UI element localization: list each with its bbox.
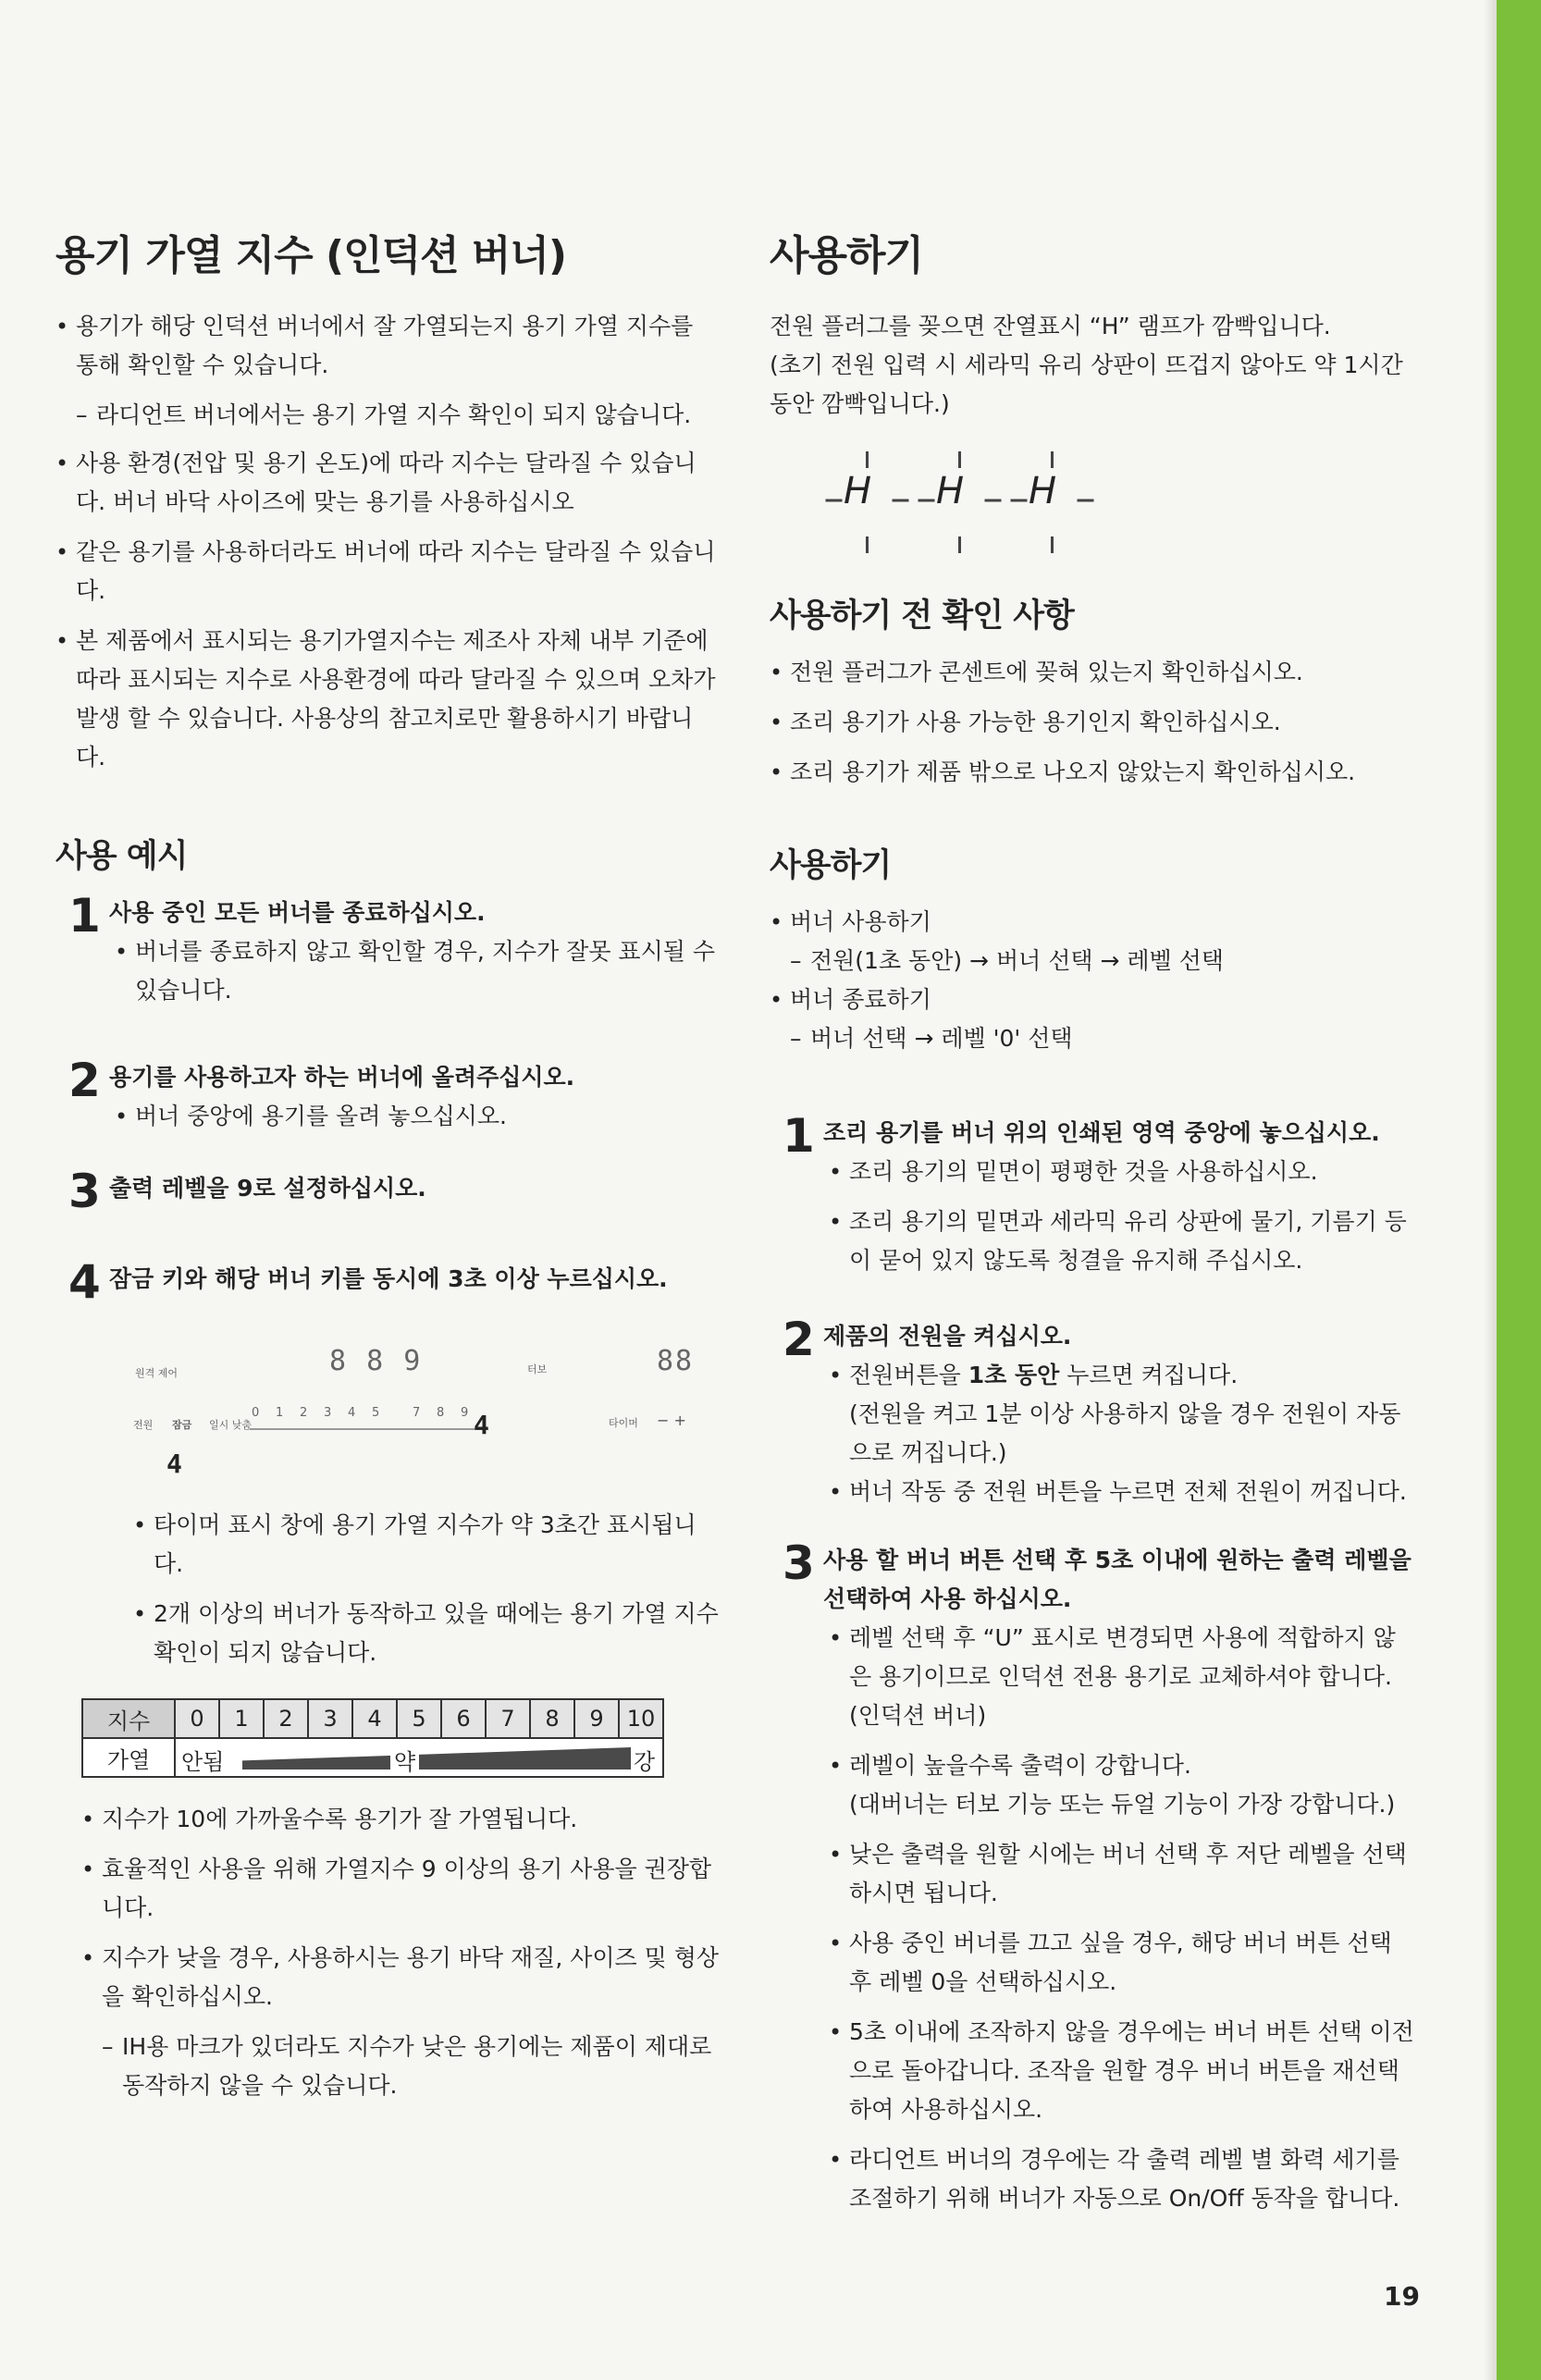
bullet: • 용기가 해당 인덕션 버너에서 잘 가열되는지 용기 가열 지수를 통해 확인할 수 있습니다. xyxy=(55,307,721,385)
step-number: 1 xyxy=(783,1109,815,1163)
page-number: 19 xyxy=(1384,2281,1420,2312)
level-scale xyxy=(250,1402,488,1430)
example-step-2 xyxy=(55,1054,721,1136)
step-bullet: • 라디언트 버너의 경우에는 각 출력 레벨 별 화력 세기를 조절하기 위해 버너가 자동으로 On/Off 동작을 합니다. xyxy=(829,2140,1417,2218)
panel-label-turbo: 터보 xyxy=(527,1363,548,1375)
step-number: 3 xyxy=(783,1536,815,1590)
scale-tick: 9 xyxy=(461,1406,469,1420)
bullet: • 본 제품에서 표시되는 용기가열지수는 제조사 자체 내부 기준에 따라 표시되는 지수로 사용환경에 따라 달라질 수 있으며 오차가 발생 할 수 있습니다. 사용상의 참고치로만 활용하시기 바랍니다. xyxy=(55,622,721,777)
text-emphasis: 1초 동안 xyxy=(968,1362,1060,1388)
index-cell: 7 xyxy=(486,1699,530,1738)
flow-text: – 버너 선택 → 레벨 '0' 선택 xyxy=(770,1019,1417,1058)
example-step-3 xyxy=(55,1165,721,1218)
usage-step-2 xyxy=(770,1313,1417,1511)
heating-strength-bar xyxy=(176,1740,662,1775)
hand-press-icon: 4 xyxy=(166,1449,182,1479)
step-number: 3 xyxy=(68,1165,101,1218)
page-edge-green xyxy=(1497,0,1541,2380)
step-title: 출력 레벨을 9로 설정하십시오. xyxy=(109,1175,426,1202)
index-cell: 10 xyxy=(619,1699,663,1738)
step-bullet: • 버너를 종료하지 않고 확인할 경우, 지수가 잘못 표시될 수 있습니다. xyxy=(115,932,721,1010)
index-cell: 5 xyxy=(397,1699,441,1738)
bullet: • 버너 사용하기 xyxy=(770,903,1417,942)
panel-label-power: 전원 xyxy=(133,1419,154,1431)
index-cell: 9 xyxy=(574,1699,619,1738)
subsection-title-example: 사용 예시 xyxy=(55,838,188,875)
heating-weak-label: 약 xyxy=(390,1744,419,1776)
bullet: • 사용 환경(전압 및 용기 온도)에 따라 지수는 달라질 수 있습니다. 버너 바닥 사이즈에 맞는 용기를 사용하십시오 xyxy=(55,444,721,522)
step-bullet: • 낮은 출력을 원할 시에는 버너 선택 후 저단 레벨을 선택 하시면 됩니다. xyxy=(829,1835,1417,1913)
example-step-1 xyxy=(55,889,721,1010)
scale-tick: 8 xyxy=(437,1406,445,1420)
hand-press-icon: 4 xyxy=(474,1410,489,1440)
timer-display: 88 xyxy=(657,1345,695,1377)
step-subnote: (대버너는 터보 기능 또는 듀얼 기능이 가장 강합니다.) xyxy=(849,1791,1396,1818)
bullet: • 같은 용기를 사용하더라도 버너에 따라 지수는 달라질 수 있습니다. xyxy=(55,533,721,610)
residual-heat-lamps xyxy=(770,433,1417,572)
scale-tick: 1 xyxy=(276,1406,284,1420)
index-cell: 8 xyxy=(530,1699,574,1738)
step-number: 1 xyxy=(68,889,101,943)
heating-index-table xyxy=(81,1698,664,1778)
step-number: 2 xyxy=(68,1054,101,1107)
subsection-title-usage: 사용하기 xyxy=(770,847,892,884)
scale-tick: 4 xyxy=(348,1406,356,1420)
intro-text: 전원 플러그를 꽂으면 잔열표시 “H” 램프가 깜빡입니다. xyxy=(770,313,1331,339)
lamp-symbol: H xyxy=(936,470,965,512)
panel-label-remote: 원격 제어 xyxy=(135,1367,179,1379)
usage-step-1 xyxy=(770,1109,1417,1280)
index-cell: 2 xyxy=(264,1699,308,1738)
step-bullet xyxy=(829,1356,1417,1395)
section-title-heating-index: 용기 가열 지수 (인덕션 버너) xyxy=(55,232,567,279)
index-cell: 3 xyxy=(308,1699,352,1738)
control-panel-illustration xyxy=(55,1341,721,1489)
subsection-title-pre-check: 사용하기 전 확인 사항 xyxy=(770,598,1074,635)
scale-tick: 3 xyxy=(324,1406,332,1420)
page-shadow xyxy=(1484,0,1497,2380)
step-number: 2 xyxy=(783,1313,815,1366)
blinking-h-lamp-icon xyxy=(918,451,1001,535)
scale-tick: 0 xyxy=(252,1406,260,1420)
bullet: • 조리 용기가 제품 밖으로 나오지 않았는지 확인하십시오. xyxy=(770,753,1417,792)
step-bullet: • 레벨이 높을수록 출력이 강합니다. xyxy=(829,1746,1417,1785)
blinking-h-lamp-icon xyxy=(1010,451,1093,535)
text-fragment: 누르면 켜집니다. xyxy=(1059,1362,1239,1388)
step-number: 4 xyxy=(68,1255,101,1309)
step-bullet: • 5초 이내에 조작하지 않을 경우에는 버너 버튼 선택 이전으로 돌아갑니다. 조작을 원할 경우 버너 버튼을 재선택하여 사용하십시오. xyxy=(829,2013,1417,2129)
bullet: • 지수가 낮을 경우, 사용하시는 용기 바닥 재질, 사이즈 및 형상을 확인하십시오. xyxy=(81,1939,721,2016)
dash-note: – IH용 마크가 있더라도 지수가 낮은 용기에는 제품이 제대로 동작하지 않을 수 있습니다. xyxy=(81,2028,721,2105)
right-column xyxy=(770,222,1417,2229)
bullet: • 2개 이상의 버너가 동작하고 있을 때에는 용기 가열 지수 확인이 되지 않습니다. xyxy=(133,1595,721,1672)
left-column xyxy=(55,222,721,2115)
step-title: 사용 할 버너 버튼 선택 후 5초 이내에 원하는 출력 레벨을 선택하여 사용 하십시오. xyxy=(823,1547,1412,1612)
step-title: 용기를 사용하고자 하는 버너에 올려주십시오. xyxy=(109,1064,575,1091)
table-header-index: 지수 xyxy=(82,1699,175,1738)
panel-label-pause: 일시 낮춤 xyxy=(209,1419,253,1431)
step-bullet: • 버너 작동 중 전원 버튼을 누르면 전체 전원이 꺼집니다. xyxy=(829,1473,1417,1511)
dash-note: – 라디언트 버너에서는 용기 가열 지수 확인이 되지 않습니다. xyxy=(55,396,721,435)
timer-minus-plus-label: − + xyxy=(657,1412,686,1429)
step-bullet: • 조리 용기의 밑면과 세라믹 유리 상판에 물기, 기름기 등이 묻어 있지 않도록 청결을 유지해 주십시오. xyxy=(829,1202,1417,1280)
step-title: 조리 용기를 버너 위의 인쇄된 영역 중앙에 놓으십시오. xyxy=(823,1119,1380,1146)
blinking-h-lamp-icon xyxy=(825,451,908,535)
scale-tick: 5 xyxy=(372,1406,380,1420)
bullet: • 전원 플러그가 콘센트에 꽂혀 있는지 확인하십시오. xyxy=(770,653,1417,692)
heating-none-label: 안됨 xyxy=(181,1749,225,1775)
heating-strong-label: 강 xyxy=(633,1749,655,1775)
scale-tick: 2 xyxy=(300,1406,308,1420)
burner-level-display: 8 8 9 xyxy=(329,1345,423,1377)
table-header-heating: 가열 xyxy=(82,1738,175,1777)
lamp-symbol: H xyxy=(844,470,872,512)
scale-tick: 7 xyxy=(413,1406,421,1420)
index-cell: 1 xyxy=(219,1699,264,1738)
section-title-usage: 사용하기 xyxy=(770,232,924,279)
step-title: 잠금 키와 해당 버너 키를 동시에 3초 이상 누르십시오. xyxy=(109,1265,668,1292)
example-step-4 xyxy=(55,1255,721,1309)
usage-step-3 xyxy=(770,1536,1417,2218)
flow-text: – 전원(1초 동안) → 버너 선택 → 레벨 선택 xyxy=(770,942,1417,980)
panel-label-lock: 잠금 xyxy=(172,1419,192,1431)
panel-label-timer: 타이머 xyxy=(609,1417,638,1429)
index-cell: 6 xyxy=(441,1699,486,1738)
bullet: • 지수가 10에 가까울수록 용기가 잘 가열됩니다. xyxy=(81,1800,721,1839)
index-cell: 0 xyxy=(175,1699,219,1738)
text-fragment: 전원버튼을 xyxy=(849,1362,968,1388)
index-cell: 4 xyxy=(352,1699,397,1738)
step-title: 사용 중인 모든 버너를 종료하십시오. xyxy=(109,899,486,926)
bullet: • 타이머 표시 창에 용기 가열 지수가 약 3초간 표시됩니다. xyxy=(133,1506,721,1584)
step-bullet: • 버너 중앙에 용기를 올려 놓으십시오. xyxy=(115,1097,721,1136)
bullet: • 조리 용기가 사용 가능한 용기인지 확인하십시오. xyxy=(770,703,1417,742)
lamp-symbol: H xyxy=(1029,470,1057,512)
step-bullet: • 레벨 선택 후 “U” 표시로 변경되면 사용에 적합하지 않은 용기이므로 인덕션 전용 용기로 교체하셔야 합니다. (인덕션 버너) xyxy=(829,1619,1417,1735)
step-title: 제품의 전원을 켜십시오. xyxy=(823,1323,1072,1350)
heating-wedge xyxy=(242,1747,631,1770)
bullet: • 효율적인 사용을 위해 가열지수 9 이상의 용기 사용을 권장합니다. xyxy=(81,1850,721,1928)
step-bullet: • 조리 용기의 밑면이 평평한 것을 사용하십시오. xyxy=(829,1153,1417,1191)
step-bullet: • 사용 중인 버너를 끄고 싶을 경우, 해당 버너 버튼 선택 후 레벨 0을 선택하십시오. xyxy=(829,1924,1417,2002)
intro-note: (초기 전원 입력 시 세라믹 유리 상판이 뜨겁지 않아도 약 1시간 동안 깜빡입니다.) xyxy=(770,351,1403,417)
bullet: • 버너 종료하기 xyxy=(770,980,1417,1019)
step-subnote: (전원을 켜고 1분 이상 사용하지 않을 경우 전원이 자동으로 꺼집니다.) xyxy=(849,1400,1401,1466)
